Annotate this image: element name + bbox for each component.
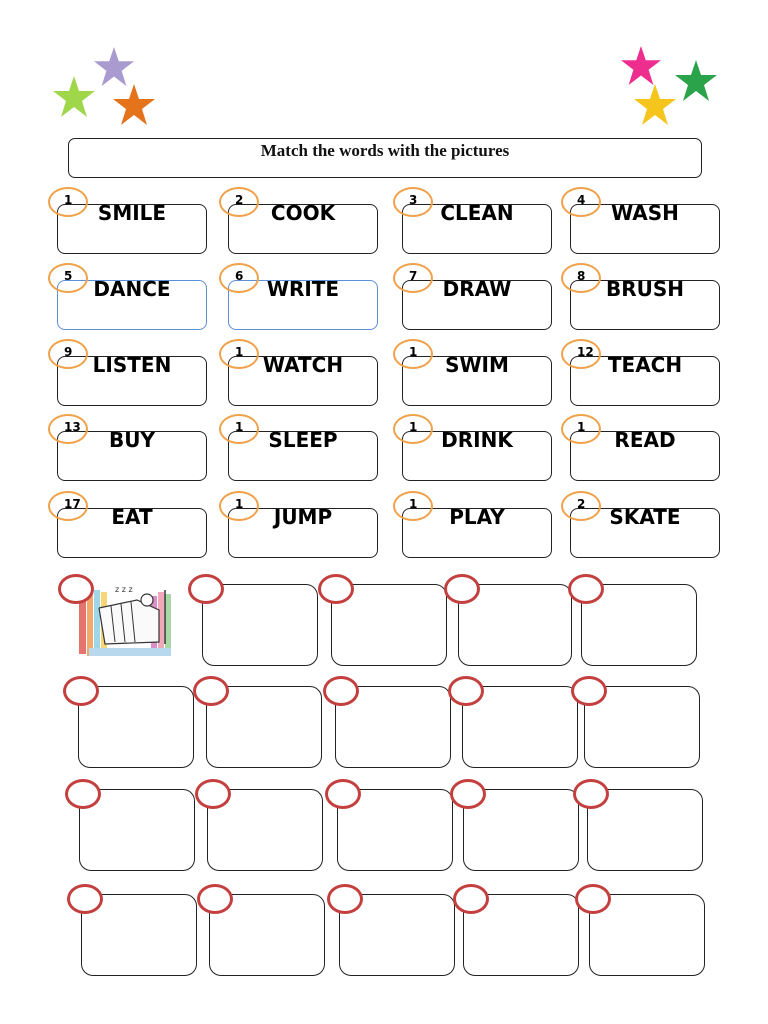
word-label: COOK — [270, 201, 336, 225]
word-number: 1 — [409, 345, 418, 359]
answer-circle[interactable] — [197, 884, 233, 914]
word-number: 4 — [577, 193, 586, 207]
word-number: 3 — [409, 193, 418, 207]
answer-circle[interactable] — [450, 779, 486, 809]
answer-circle[interactable] — [63, 676, 99, 706]
word-number: 1 — [235, 345, 244, 359]
word-number: 5 — [64, 269, 73, 283]
word-label: TEACH — [607, 353, 683, 377]
svg-text:z z z: z z z — [115, 585, 133, 594]
word-label: WRITE — [266, 277, 340, 301]
answer-circle[interactable] — [448, 676, 484, 706]
answer-circle[interactable] — [571, 676, 607, 706]
answer-circle[interactable] — [325, 779, 361, 809]
word-number: 2 — [235, 193, 244, 207]
word-label: SKATE — [609, 505, 681, 529]
yellow-star-icon — [633, 84, 677, 126]
word-label: DRINK — [441, 428, 513, 452]
answer-circle[interactable] — [575, 884, 611, 914]
answer-circle[interactable] — [323, 676, 359, 706]
word-label: JUMP — [273, 505, 333, 529]
word-label: EAT — [111, 505, 153, 529]
word-label: DRAW — [442, 277, 512, 301]
word-number: 1 — [409, 497, 418, 511]
word-number: 12 — [577, 345, 594, 359]
word-number: 1 — [577, 420, 586, 434]
word-label: CLEAN — [440, 201, 514, 225]
word-label: DANCE — [93, 277, 171, 301]
word-number: 1 — [64, 193, 73, 207]
answer-circle[interactable] — [67, 884, 103, 914]
word-number: 9 — [64, 345, 73, 359]
answer-circle[interactable] — [195, 779, 231, 809]
word-label: SWIM — [445, 353, 509, 377]
word-label: READ — [614, 428, 676, 452]
answer-circle[interactable] — [193, 676, 229, 706]
word-number: 1 — [235, 497, 244, 511]
answer-circle[interactable] — [453, 884, 489, 914]
answer-circle[interactable] — [568, 574, 604, 604]
word-label: SLEEP — [268, 428, 338, 452]
word-label: BUY — [109, 428, 155, 452]
word-number: 17 — [64, 497, 81, 511]
purple-star-icon — [93, 46, 135, 88]
word-number: 2 — [577, 497, 586, 511]
answer-circle[interactable] — [444, 574, 480, 604]
word-number: 13 — [64, 420, 81, 434]
worksheet-title: Match the words with the pictures — [68, 138, 702, 178]
answer-circle[interactable] — [318, 574, 354, 604]
answer-circle[interactable] — [327, 884, 363, 914]
answer-circle[interactable] — [573, 779, 609, 809]
word-label: SMILE — [97, 201, 167, 225]
pink-star-icon — [620, 46, 662, 86]
word-label: WATCH — [262, 353, 344, 377]
answer-circle[interactable] — [65, 779, 101, 809]
answer-circle[interactable] — [58, 574, 94, 604]
word-number: 8 — [577, 269, 586, 283]
green-star-icon — [52, 76, 96, 118]
word-label: LISTEN — [92, 353, 172, 377]
word-number: 7 — [409, 269, 418, 283]
word-number: 1 — [235, 420, 244, 434]
orange-star-icon — [112, 84, 156, 126]
word-number: 6 — [235, 269, 244, 283]
word-label: PLAY — [449, 505, 505, 529]
word-label: BRUSH — [605, 277, 685, 301]
answer-circle[interactable] — [188, 574, 224, 604]
dark-green-star-icon — [674, 60, 718, 102]
word-number: 1 — [409, 420, 418, 434]
word-label: WASH — [611, 201, 679, 225]
